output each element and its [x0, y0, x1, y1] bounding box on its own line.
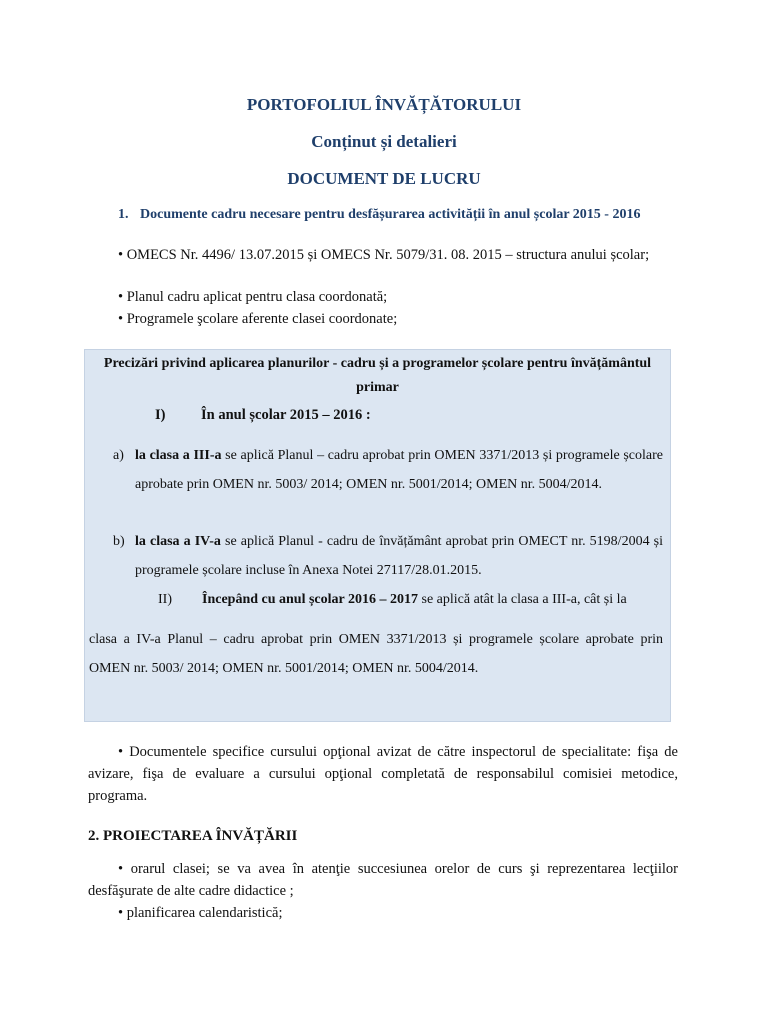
part-2-text: clasa a IV-a Planul – cadru aprobat prin OMEN 3371/2013 și programele școlare aprobate prin OMEN nr. 5003/ 2014; OMEN nr. 5001/2014; OMEN nr. 5004/2014. — [89, 632, 663, 676]
list-item: • planificarea calendaristică; — [118, 905, 283, 921]
document-label: DOCUMENT DE LUCRU — [287, 169, 481, 188]
list-item: • Programele şcolare aferente clasei coordonate; — [118, 311, 398, 327]
part-2-heading: II) Începând cu anul școlar 2016 – 2017 se aplică atât la clasa a III-a, cât și la — [158, 592, 627, 607]
list-item-a: a) la clasa a III-a se aplică Planul – cadru aprobat prin OMEN 3371/2013 și programele școlare aprobate prin OMEN nr. 5003/ 2014; OMEN nr. 5001/2014; OMEN nr. 5004/2014. — [113, 448, 663, 492]
list-item: • orarul clasei; se va avea în atenţie succesiunea orelor de curs şi reprezentarea lecţiilor desfăşurate de alte cadre didactice ; — [88, 861, 678, 899]
document-subtitle: Conținut și detalieri — [311, 132, 457, 151]
info-box-heading: Precizări privind aplicarea planurilor - cadru și a programelor școlare pentru învățământul primar — [103, 356, 652, 395]
section-2-heading: 2. PROIECTAREA ÎNVĂȚĂRII — [88, 828, 298, 844]
section-1-title: Documente cadru necesare pentru desfășurarea activității în anul școlar 2015 - 2016 — [140, 207, 641, 222]
part-1-heading: I) În anul școlar 2015 – 2016 : — [155, 407, 371, 423]
list-item: • Planul cadru aplicat pentru clasa coordonată; — [118, 289, 388, 305]
list-item: • OMECS Nr. 4496/ 13.07.2015 și OMECS Nr. 5079/31. 08. 2015 – structura anului școlar; — [118, 247, 650, 263]
section-1-number: 1. — [118, 207, 129, 222]
list-item-b: b) la clasa a IV-a se aplică Planul - cadru de învățământ aprobat prin OMECT nr. 5198/2004 și programele școlare incluse în Anexa Notei 27117/28.01.2015. — [113, 534, 663, 578]
section-1-heading — [118, 204, 678, 225]
list-item: • Documentele specifice cursului opţional avizat de către inspectorul de specialitate: fişa de avizare, fişa de evaluare a cursului opţional completată de responsabilul comisiei metodice, programa. — [88, 744, 678, 804]
document-title: PORTOFOLIUL ÎNVĂȚĂTORULUI — [246, 95, 522, 114]
